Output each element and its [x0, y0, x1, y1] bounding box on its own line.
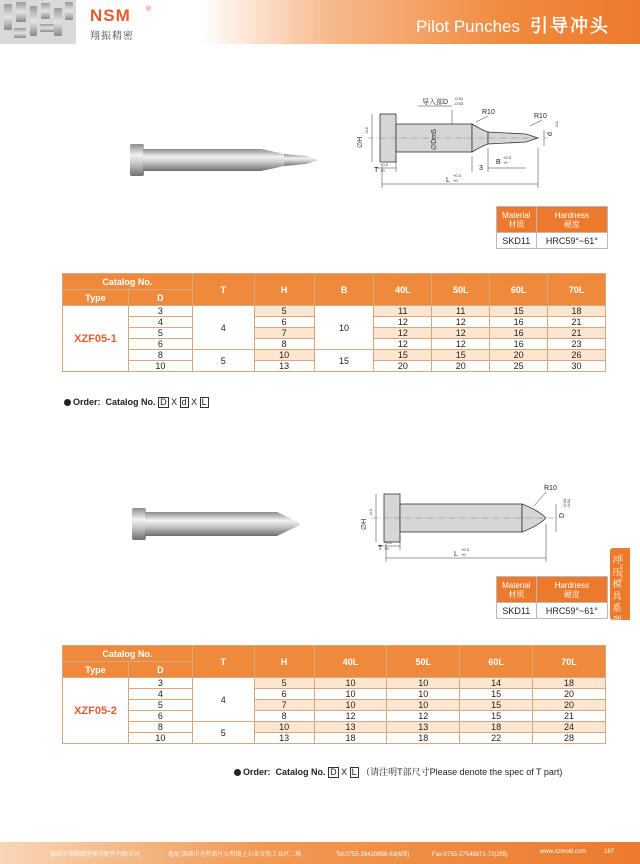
- table-row: 10 13 18 18 22 28: [63, 733, 606, 744]
- dim-r10-a: R10: [482, 109, 495, 116]
- side-tab-label: 冲压模具系列: [612, 555, 622, 625]
- dim-lead-tol-bottom: -0.03: [454, 101, 464, 106]
- table-row: 6 8 12 12 15 21: [63, 711, 606, 722]
- hardness-value: HRC59°~61°: [536, 233, 607, 249]
- dim-d-tol-bottom: -0.03: [562, 498, 567, 508]
- dim-l-label: L: [446, 177, 450, 184]
- material-table-2: [496, 576, 608, 619]
- dim-b-tol-bottom: +0: [503, 160, 508, 165]
- dim-l-tol-top: +0.3: [453, 173, 461, 178]
- col-60l-header: 60L: [460, 646, 533, 678]
- page-footer: [0, 842, 640, 864]
- dim-l-tol-top: +0.3: [461, 547, 469, 552]
- footer-page-number: 167: [604, 849, 615, 855]
- dim-t-tol-top: +0.2: [380, 162, 388, 167]
- t-group-cell: 4: [192, 306, 254, 350]
- side-section-tab[interactable]: [610, 548, 630, 625]
- catalog-no-header: Catalog No.: [63, 274, 193, 290]
- dim-d-tol-top: -0.01: [566, 498, 571, 508]
- technical-drawing-xzf05-2: [348, 478, 571, 570]
- dim-lead-label: 导入部D: [422, 99, 449, 106]
- table-row: 5 7 10 10 15 20: [63, 700, 606, 711]
- d-header: D: [128, 290, 192, 306]
- footer-company: 深圳市翔振精密模具配件有限公司: [50, 852, 141, 858]
- col-70l-header: 70L: [533, 646, 606, 678]
- catalog-no-header: Catalog No.: [63, 646, 193, 662]
- page-title-cn: 引导冲头: [530, 16, 610, 36]
- hardness-value: HRC59°~61°: [536, 603, 607, 619]
- col-h-header: H: [254, 646, 314, 678]
- dim-h-tol: -0.2: [368, 509, 373, 516]
- hardness-header: Hardness 硬度: [536, 577, 607, 603]
- table-row: 4 6 12 12 16 21: [63, 317, 606, 328]
- footer-website-link[interactable]: www.xzmold.com: [540, 849, 587, 855]
- col-50l-header: 50L: [387, 646, 460, 678]
- logo-registered-mark: ®: [146, 6, 152, 13]
- model-label: XZF05-1: [63, 306, 129, 372]
- product-photo-xzf05-1: [126, 140, 322, 182]
- material-value: SKD11: [497, 603, 537, 619]
- dim-h-label: ∅H: [361, 518, 368, 530]
- table-row: 4 6 10 10 15 20: [63, 689, 606, 700]
- dim-h-label: ∅H: [357, 136, 364, 148]
- bullet-icon: [234, 769, 241, 776]
- spec-table-xzf05-2: [62, 645, 606, 744]
- col-50l-header: 50L: [432, 274, 490, 306]
- b-group-cell: 15: [314, 350, 374, 372]
- t-group-cell: 5: [192, 350, 254, 372]
- col-t-header: T: [192, 274, 254, 306]
- header-title-bar: [200, 0, 640, 44]
- table-row: 8 5 10 13 13 18 24: [63, 722, 606, 733]
- type-header: Type: [63, 662, 129, 678]
- footer-fax: Fax:0755-27548871-72(2线): [432, 852, 508, 858]
- dim-dm-label: ∅Dm5: [431, 129, 438, 150]
- dim-t-tol-bottom: +0: [384, 546, 389, 551]
- material-value: SKD11: [497, 233, 537, 249]
- t-group-cell: 4: [192, 678, 254, 722]
- dim-r10: R10: [544, 485, 557, 492]
- dim-l-label: L: [454, 551, 458, 558]
- page-header: [0, 0, 640, 44]
- material-header: Material 材质: [497, 207, 537, 233]
- order-note-2: Order: Catalog No. D X L （请注明T部尺寸Please denote the spec of T part): [234, 765, 562, 778]
- bullet-icon: [64, 399, 71, 406]
- table-row: 5 7 12 12 16 21: [63, 328, 606, 339]
- product-photo-xzf05-2: [128, 502, 304, 546]
- dim-d-tol: -0.1: [554, 121, 559, 128]
- dim-b-label: B: [496, 159, 501, 166]
- col-70l-header: 70L: [548, 274, 606, 306]
- col-60l-header: 60L: [490, 274, 548, 306]
- table-row: XZF05-2 3 4 5 10 10 14 18: [63, 678, 606, 689]
- dim-b-tol-top: +0.3: [503, 155, 511, 160]
- side-tab-label-en: DIE SERIES: [619, 554, 624, 582]
- col-40l-header: 40L: [374, 274, 432, 306]
- dim-t-label: T: [378, 545, 383, 552]
- b-group-cell: 10: [314, 306, 374, 350]
- header-product-thumbnails: [0, 0, 76, 44]
- dim-d-label: D: [559, 512, 566, 518]
- col-40l-header: 40L: [314, 646, 387, 678]
- dim-r10-b: R10: [534, 113, 547, 120]
- table-row: XZF05-1 3 4 5 10 11 11 15 18: [63, 306, 606, 317]
- dim-l-tol-bottom: +0: [461, 552, 466, 557]
- d-header: D: [128, 662, 192, 678]
- hardness-header: Hardness 硬度: [536, 207, 607, 233]
- col-b-header: B: [314, 274, 374, 306]
- dim-lead-tol-top: -0.01: [454, 96, 464, 101]
- table-row: 8 5 10 15 15 15 20 26: [63, 350, 606, 361]
- col-t-header: T: [192, 646, 254, 678]
- page-title: [416, 12, 610, 38]
- table-row: 6 8 12 12 16 23: [63, 339, 606, 350]
- material-header: Material 材质: [497, 577, 537, 603]
- brand-logo: [90, 6, 160, 40]
- dim-t-tol-top: +0.2: [384, 540, 392, 545]
- dim-three: 3: [479, 165, 483, 172]
- order-note-1: Order: Catalog No. D X d X L: [64, 397, 209, 408]
- footer-tel: Tel:0755-29420858-63(6线): [336, 852, 410, 858]
- logo-chinese: 翔振精密: [90, 31, 134, 42]
- table-row: 10 13 20 20 25 30: [63, 361, 606, 372]
- material-table-1: [496, 206, 608, 249]
- page-title-en: Pilot Punches: [416, 17, 520, 36]
- dim-t-label: T: [374, 167, 379, 174]
- t-group-cell: 5: [192, 722, 254, 744]
- col-h-header: H: [254, 274, 314, 306]
- dim-h-tol: -0.2: [364, 127, 369, 134]
- dim-d-label: d: [547, 132, 554, 136]
- dim-l-tol-bottom: +0: [453, 178, 458, 183]
- footer-address: 地址:深圳市光明新区公明镇上石家安怡工业区二栋: [168, 852, 302, 858]
- dim-t-tol-bottom: +0: [380, 168, 385, 173]
- logo-text: NSM: [90, 6, 131, 25]
- model-label: XZF05-2: [63, 678, 129, 744]
- type-header: Type: [63, 290, 129, 306]
- spec-table-xzf05-1: [62, 273, 606, 372]
- technical-drawing-xzf05-1: [348, 92, 568, 202]
